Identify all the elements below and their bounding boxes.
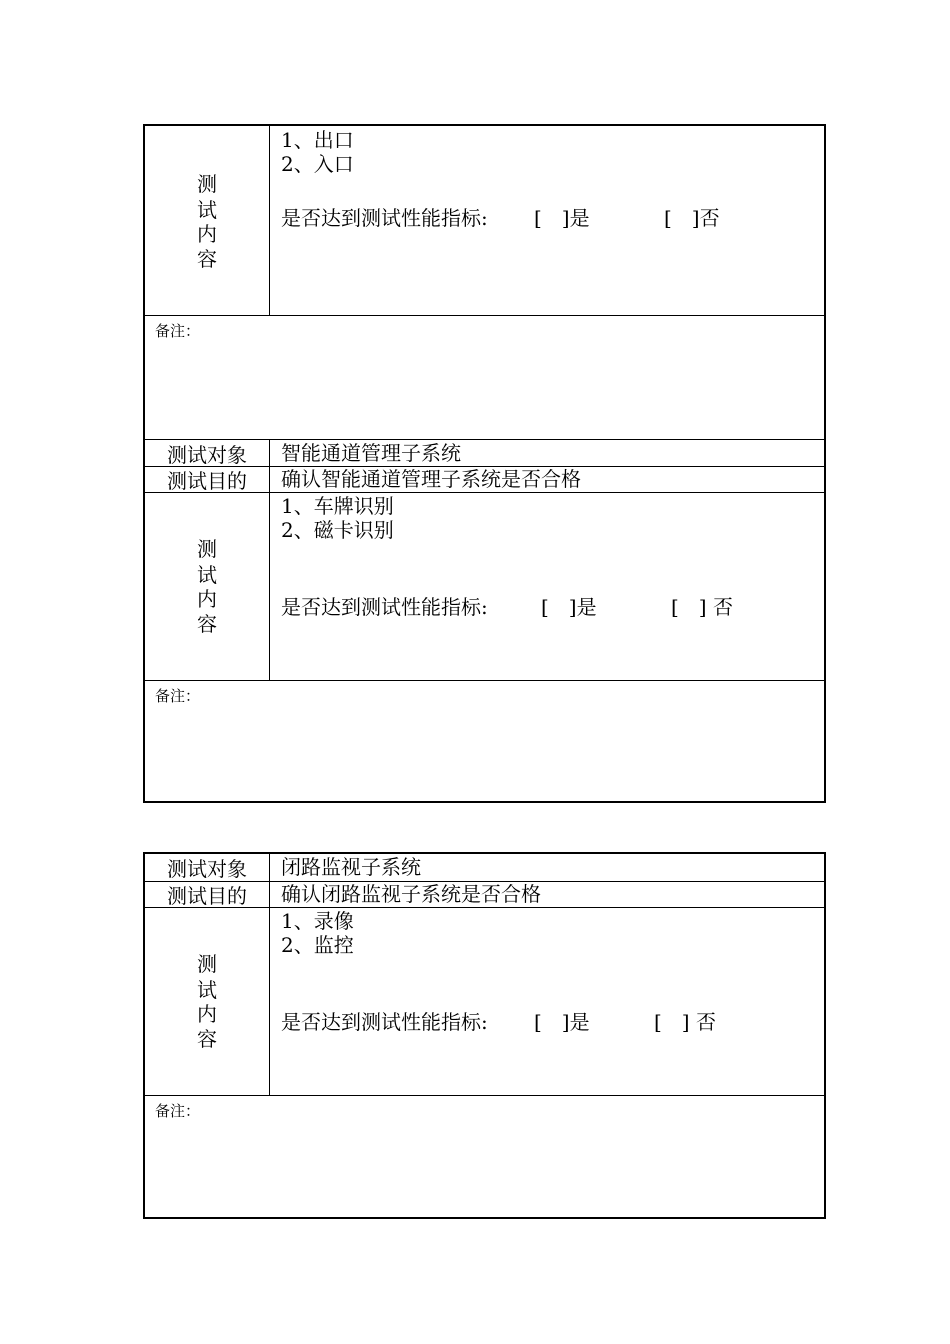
performance-question: 是否达到测试性能指标:: [281, 206, 488, 230]
test-item: 2、磁卡识别: [281, 518, 394, 542]
test-object-value: 智能通道管理子系统: [281, 441, 461, 465]
test-content-row: [145, 126, 824, 315]
no-checkbox[interactable]: [ ] 否: [654, 1010, 716, 1034]
test-purpose-row: [145, 881, 824, 907]
test-object-label: 测试对象: [145, 440, 270, 466]
test-content-label: [145, 126, 270, 315]
note-label: 备注：: [155, 322, 201, 340]
test-content-row: [145, 492, 824, 680]
test-item: 2、入口: [281, 152, 354, 176]
note-label: 备注：: [155, 1102, 201, 1120]
test-item: 2、监控: [281, 933, 354, 957]
test-purpose-label: 测试目的: [145, 882, 270, 907]
test-object-row: [145, 854, 824, 881]
test-item: 1、出口: [281, 128, 354, 152]
performance-question: 是否达到测试性能指标:: [281, 595, 488, 619]
note-row: [145, 680, 824, 803]
test-purpose-value: 确认智能通道管理子系统是否合格: [281, 467, 581, 491]
test-item: 1、车牌识别: [281, 494, 394, 518]
test-content-label: [145, 493, 270, 680]
label-char: 试: [197, 563, 217, 587]
label-char: 内: [197, 587, 217, 611]
label-char: 内: [197, 222, 217, 246]
test-table-1: [143, 124, 826, 803]
test-item: 1、录像: [281, 909, 354, 933]
label-char: 容: [197, 1027, 217, 1051]
label-char: 试: [197, 978, 217, 1002]
performance-question: 是否达到测试性能指标:: [281, 1010, 488, 1034]
label-char: 容: [197, 612, 217, 636]
yes-checkbox[interactable]: [ ]是: [534, 1010, 590, 1034]
test-object-label: 测试对象: [145, 854, 270, 881]
test-content-label: [145, 908, 270, 1095]
test-content-row: [145, 907, 824, 1095]
test-purpose-value: 确认闭路监视子系统是否合格: [281, 882, 541, 906]
no-checkbox[interactable]: [ ]否: [664, 206, 720, 230]
test-purpose-row: [145, 466, 824, 492]
label-char: 测: [197, 537, 217, 561]
label-char: 内: [197, 1002, 217, 1026]
note-row: [145, 1095, 824, 1217]
no-checkbox[interactable]: [ ] 否: [671, 595, 733, 619]
test-object-row: [145, 439, 824, 466]
note-label: 备注：: [155, 687, 201, 705]
label-char: 测: [197, 172, 217, 196]
label-char: 容: [197, 247, 217, 271]
note-row: [145, 315, 824, 439]
label-char: 试: [197, 198, 217, 222]
test-table-2: [143, 852, 826, 1219]
yes-checkbox[interactable]: [ ]是: [541, 595, 597, 619]
test-object-value: 闭路监视子系统: [281, 855, 421, 879]
yes-checkbox[interactable]: [ ]是: [534, 206, 590, 230]
test-purpose-label: 测试目的: [145, 467, 270, 492]
label-char: 测: [197, 952, 217, 976]
